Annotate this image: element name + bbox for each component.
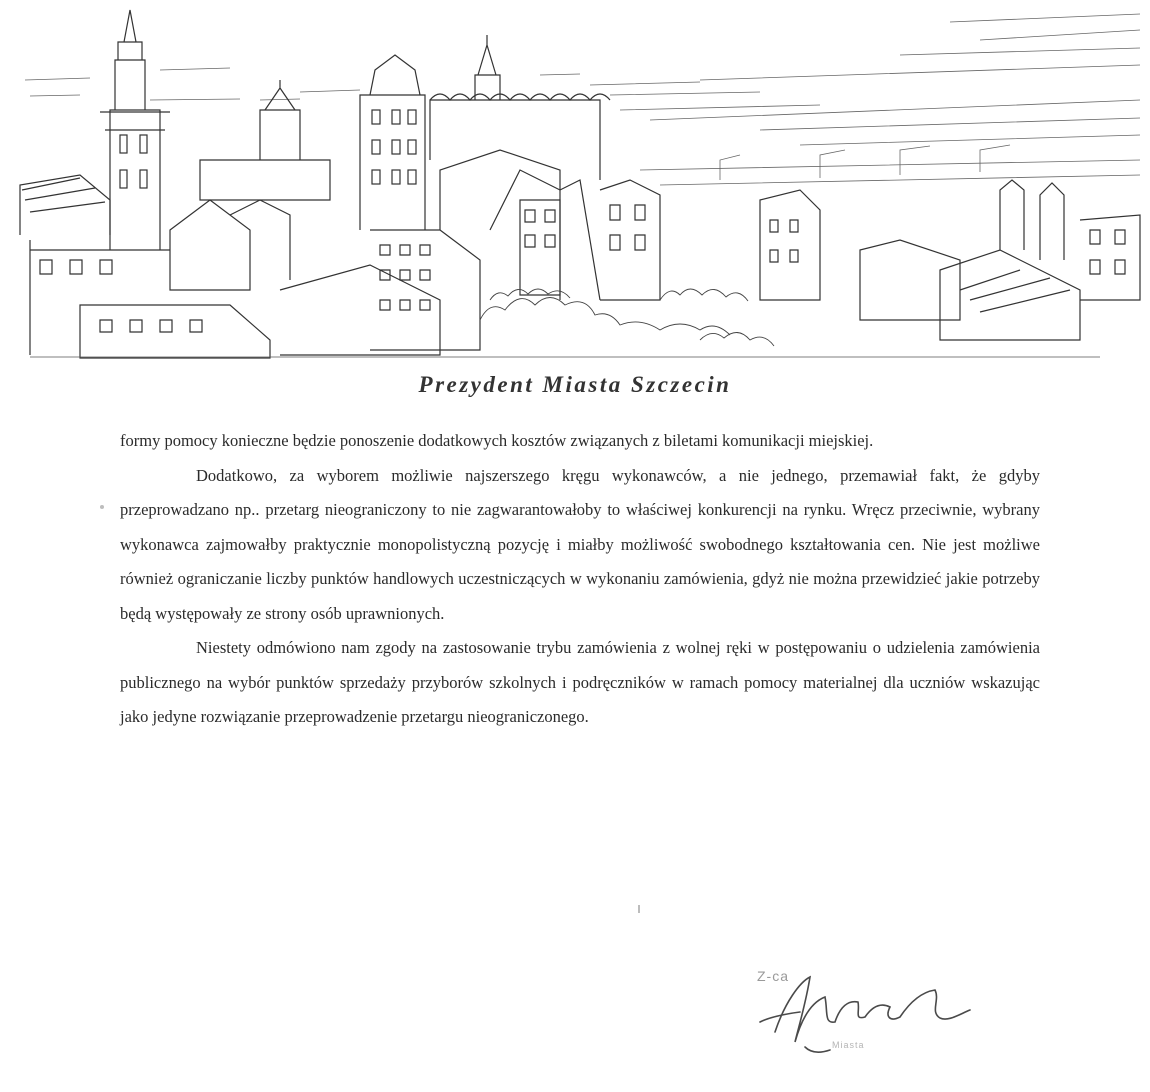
handwritten-signature <box>740 962 990 1062</box>
letter-body <box>120 424 1040 735</box>
stamp-text: Z-ca <box>757 968 789 984</box>
scan-speck <box>638 905 640 913</box>
stamp-subtext: Miasta <box>832 1040 865 1050</box>
scan-speck <box>100 505 104 509</box>
paragraph-1: formy pomocy konieczne będzie ponoszenie dodatkowych kosztów związanych z biletami komunikacji miejskiej. <box>120 431 874 450</box>
letterhead-title: Prezydent Miasta Szczecin <box>418 372 732 397</box>
paragraph-3: Niestety odmówiono nam zgody na zastosowanie trybu zamówienia z wolnej ręki w postępowaniu o udzielenia zamówienia publicznego na wybór punktów sprzedaży przyborów szkolnych i podręczników w ramach pomocy materialnej dla uczniów wskazując jako jedyne rozwiązanie przeprowadzenie przetargu nieograniczonego. <box>120 638 1040 726</box>
city-skyline-illustration <box>0 0 1150 370</box>
paragraph-2: Dodatkowo, za wyborem możliwie najszerszego kręgu wykonawców, a nie jednego, przemawiał fakt, że gdyby przeprowadzano np.. przetarg nieograniczony to nie zagwarantowałoby to właściwej konkurencji na rynku. Wręcz przeciwnie, wybrany wykonawca zajmowałby praktycznie monopolistyczną pozycję i miałby możliwość swobodnego kształtowania cen. Nie jest możliwe również ograniczanie liczby punktów handlowych uczestniczących w wykonaniu zamówienia, gdyż nie można przewidzieć jakie potrzeby będą występowały ze strony osób uprawnionych. <box>120 465 1040 623</box>
